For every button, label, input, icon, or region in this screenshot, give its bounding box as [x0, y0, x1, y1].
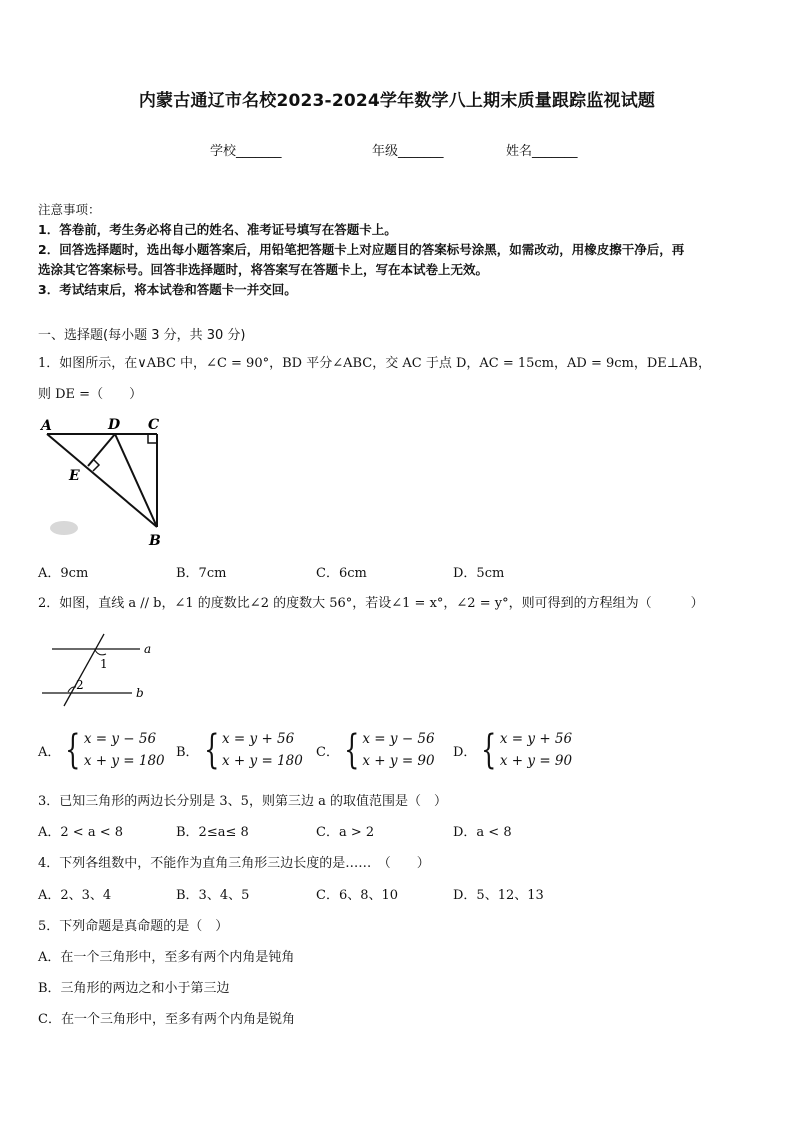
brace-icon: { [203, 727, 219, 773]
notice-item: 1．答卷前，考生务必将自己的姓名、准考证号填写在答题卡上。 [38, 222, 397, 237]
q5-option-a[interactable]: A．在一个三角形中，至多有两个内角是钝角 [38, 950, 295, 965]
option-letter: B． [176, 744, 199, 760]
q4-stem: 4．下列各组数中，不能作为直角三角形三边长度的是…… （ ） [38, 856, 430, 871]
school-field[interactable]: 学校_______ [210, 144, 282, 159]
equation: x = y + 56 [499, 731, 573, 747]
grade-field[interactable]: 年级_______ [372, 144, 444, 159]
q1-stem: 1．如图所示，在∨ABC 中，∠C = 90°，BD 平分∠ABC，交 AC 于点 D，AC = 15cm，AD = 9cm，DE⊥AB， [38, 356, 711, 371]
option-letter: D． [453, 744, 477, 760]
section-heading: 一、选择题(每小题 3 分，共 30 分) [38, 328, 246, 343]
brace-icon: { [481, 727, 497, 773]
equation: x + y = 90 [499, 753, 573, 769]
line-a-label: a [144, 642, 152, 656]
equation: x + y = 90 [362, 753, 435, 769]
q4-option-d[interactable]: D．5、12、13 [453, 888, 544, 903]
notice-item: 2．回答选择题时，选出每小题答案后，用铅笔把答题卡上对应题目的答案标号涂黑，如需改动，用橡皮擦干净后，再 [38, 242, 685, 257]
name-field[interactable]: 姓名_______ [506, 144, 578, 159]
q3-stem: 3．已知三角形的两边长分别是 3、5，则第三边 a 的取值范围是（ ） [38, 794, 447, 809]
notice-item: 选涂其它答案标号。回答非选择题时，将答案写在答题卡上，写在本试卷上无效。 [38, 262, 489, 277]
q1-option-c[interactable]: C．6cm [316, 566, 367, 581]
q5-stem: 5．下列命题是真命题的是（ ） [38, 919, 229, 934]
notice-block [38, 200, 760, 300]
vertex-C-label: C [148, 417, 160, 433]
q2-stem: 2．如图，直线 a // b，∠1 的度数比∠2 的度数大 56°，若设∠1 = x°，∠2 = y°，则可得到的方程组为（ ） [38, 596, 704, 611]
brace-icon: { [344, 727, 360, 773]
q5-option-b[interactable]: B．三角形的两边之和小于第三边 [38, 981, 230, 996]
option-letter: C． [316, 744, 339, 760]
angle-2-label: 2 [76, 678, 84, 692]
equation: x + y = 180 [83, 753, 165, 769]
brace-icon: { [65, 727, 81, 773]
vertex-E-label: E [69, 468, 80, 484]
angle-1-label: 1 [100, 657, 108, 671]
q4-option-b[interactable]: B．3、4、5 [176, 888, 250, 903]
q2-option-a[interactable] [38, 728, 165, 772]
equation: x = y − 56 [83, 731, 157, 747]
q1-stem-2: 则 DE =（ ） [38, 387, 143, 402]
q2-option-c[interactable] [316, 728, 435, 772]
q2-option-b[interactable] [176, 728, 303, 772]
notice-heading: 注意事项： [38, 202, 101, 217]
q2-option-d[interactable] [453, 728, 572, 772]
q1-option-a[interactable]: A．9cm [38, 566, 89, 581]
q4-option-a[interactable]: A．2、3、4 [38, 888, 112, 903]
q4-option-c[interactable]: C．6、8、10 [316, 888, 399, 903]
option-letter: A． [38, 744, 61, 760]
q1-option-b[interactable]: B．7cm [176, 566, 227, 581]
vertex-A-label: A [41, 418, 52, 434]
q3-option-a[interactable]: A．2 < a < 8 [38, 825, 123, 840]
equation: x = y + 56 [222, 731, 295, 747]
q1-option-d[interactable]: D．5cm [453, 566, 505, 581]
equation: x + y = 180 [222, 753, 303, 769]
q1-triangle-figure [36, 412, 171, 552]
q3-option-d[interactable]: D．a < 8 [453, 825, 512, 840]
line-b-label: b [136, 686, 144, 700]
q3-option-b[interactable]: B．2≤a≤ 8 [176, 825, 249, 840]
vertex-D-label: D [108, 417, 121, 433]
q3-option-c[interactable]: C．a > 2 [316, 825, 375, 840]
q5-option-c[interactable]: C．在一个三角形中，至多有两个内角是锐角 [38, 1012, 295, 1027]
q2-parallel-lines-figure [38, 630, 158, 708]
exam-title: 内蒙古通辽市名校2023-2024学年数学八上期末质量跟踪监视试题 [138, 91, 656, 111]
vertex-B-label: B [149, 533, 161, 549]
equation: x = y − 56 [362, 731, 435, 747]
notice-item: 3．考试结束后，将本试卷和答题卡一并交回。 [38, 282, 297, 297]
